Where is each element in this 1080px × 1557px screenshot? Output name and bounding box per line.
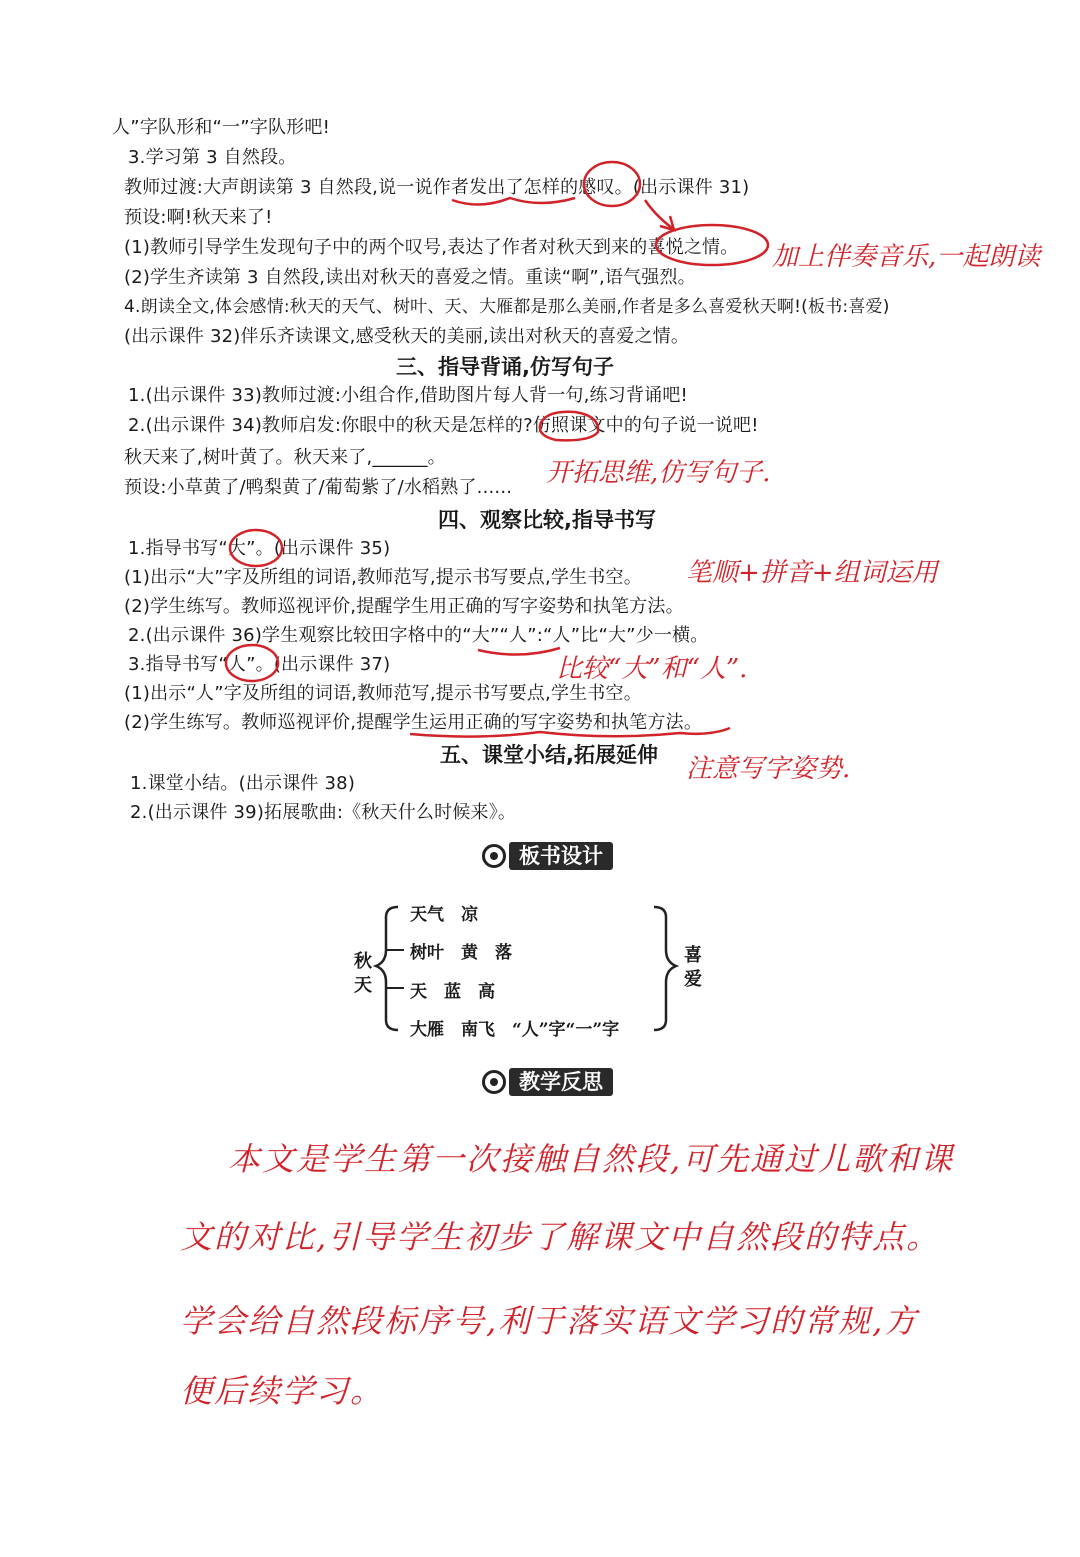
circle-mark <box>230 530 282 566</box>
right-brace <box>654 907 676 1030</box>
text-line: (2)学生练写。教师巡视评价,提醒学生运用正确的写字姿势和执笔方法。 <box>124 712 703 733</box>
text-line: 4.朗读全文,体会感情:秋天的天气、树叶、天、大雁都是那么美丽,作者是多么喜爱秋天啊!(板书:喜爱) <box>124 297 890 317</box>
banner-label: 教学反思 <box>509 1068 613 1096</box>
text-line: 2.(出示课件 36)学生观察比较田字格中的“大”“人”:“人”比“大”少一横。 <box>128 625 709 646</box>
text-line: (2)学生练写。教师巡视评价,提醒学生用正确的写字姿势和执笔方法。 <box>124 596 684 617</box>
underline-mark <box>452 198 575 205</box>
reflection-handwriting: 便后续学习。 <box>180 1372 385 1410</box>
board-row: 大雁 南飞 “人”字“一”字 <box>410 1020 620 1040</box>
handwritten-note: 注意写字姿势. <box>686 754 851 784</box>
board-row: 天 蓝 高 <box>410 982 495 1002</box>
reflection-handwriting: 学会给自然段标序号,利于落实语文学习的常规,方 <box>180 1302 919 1340</box>
circle-mark <box>226 645 278 681</box>
circle-mark <box>540 412 598 441</box>
text-line: 预设:啊!秋天来了! <box>124 207 273 228</box>
handwritten-note: 开拓思维,仿写句子. <box>546 458 771 488</box>
text-line: 1.课堂小结。(出示课件 38) <box>130 773 356 794</box>
board-row: 树叶 黄 落 <box>410 943 512 963</box>
text-line: 3.学习第 3 自然段。 <box>128 147 297 168</box>
section-heading: 三、指导背诵,仿写句子 <box>396 355 614 379</box>
text-line: (1)出示“人”字及所组的词语,教师范写,提示书写要点,学生书空。 <box>124 683 642 704</box>
left-brace <box>376 907 398 1030</box>
board-left-char: 天 <box>354 975 372 996</box>
section-heading: 四、观察比较,指导书写 <box>438 508 656 532</box>
board-left-char: 秋 <box>354 951 372 972</box>
section-heading: 五、课堂小结,拓展延伸 <box>440 743 658 767</box>
underline-mark <box>410 728 730 737</box>
board-right-char: 爱 <box>684 969 702 990</box>
circle-mark <box>584 162 640 206</box>
text-line: 秋天来了,树叶黄了。秋天来了,______。 <box>124 447 446 468</box>
text-line: (1)教师引导学生发现句子中的两个叹号,表达了作者对秋天到来的喜悦之情。 <box>124 237 739 258</box>
text-line: 2.(出示课件 34)教师启发:你眼中的秋天是怎样的?仿照课文中的句子说一说吧! <box>128 415 759 436</box>
reflection-handwriting: 文的对比,引导学生初步了解课文中自然段的特点。 <box>180 1218 941 1256</box>
text-line: 人”字队形和“一”字队形吧! <box>112 117 330 138</box>
text-line: 3.指导书写“人”。(出示课件 37) <box>128 654 391 675</box>
text-line: (1)出示“大”字及所组的词语,教师范写,提示书写要点,学生书空。 <box>124 567 642 588</box>
circle-mark <box>656 225 768 265</box>
banner-label: 板书设计 <box>509 842 613 870</box>
arrow-mark <box>645 200 674 230</box>
text-line: (出示课件 32)伴乐齐读课文,感受秋天的美丽,读出对秋天的喜爱之情。 <box>124 326 690 347</box>
text-line: 2.(出示课件 39)拓展歌曲:《秋天什么时候来》。 <box>130 802 517 823</box>
reflection-handwriting: 本文是学生第一次接触自然段,可先通过儿歌和课 <box>228 1140 955 1178</box>
board-right-char: 喜 <box>684 945 702 966</box>
text-line: 1.指导书写“大”。(出示课件 35) <box>128 538 391 559</box>
text-line: 1.(出示课件 33)教师过渡:小组合作,借助图片每人背一句,练习背诵吧! <box>128 385 688 406</box>
text-line: 预设:小草黄了/鸭梨黄了/葡萄紫了/水稻熟了...... <box>124 477 513 498</box>
handwritten-note: 笔顺+拼音+组词运用 <box>686 558 938 588</box>
text-line: 教师过渡:大声朗读第 3 自然段,说一说作者发出了怎样的感叹。(出示课件 31) <box>124 177 750 198</box>
handwritten-note: 加上伴奏音乐,一起朗读 <box>772 242 1041 272</box>
board-row: 天气 凉 <box>410 905 478 925</box>
handwritten-note: 比较“大”和“人”. <box>556 654 748 684</box>
underline-mark <box>478 648 560 655</box>
text-line: (2)学生齐读第 3 自然段,读出对秋天的喜爱之情。重读“啊”,语气强烈。 <box>124 267 696 288</box>
